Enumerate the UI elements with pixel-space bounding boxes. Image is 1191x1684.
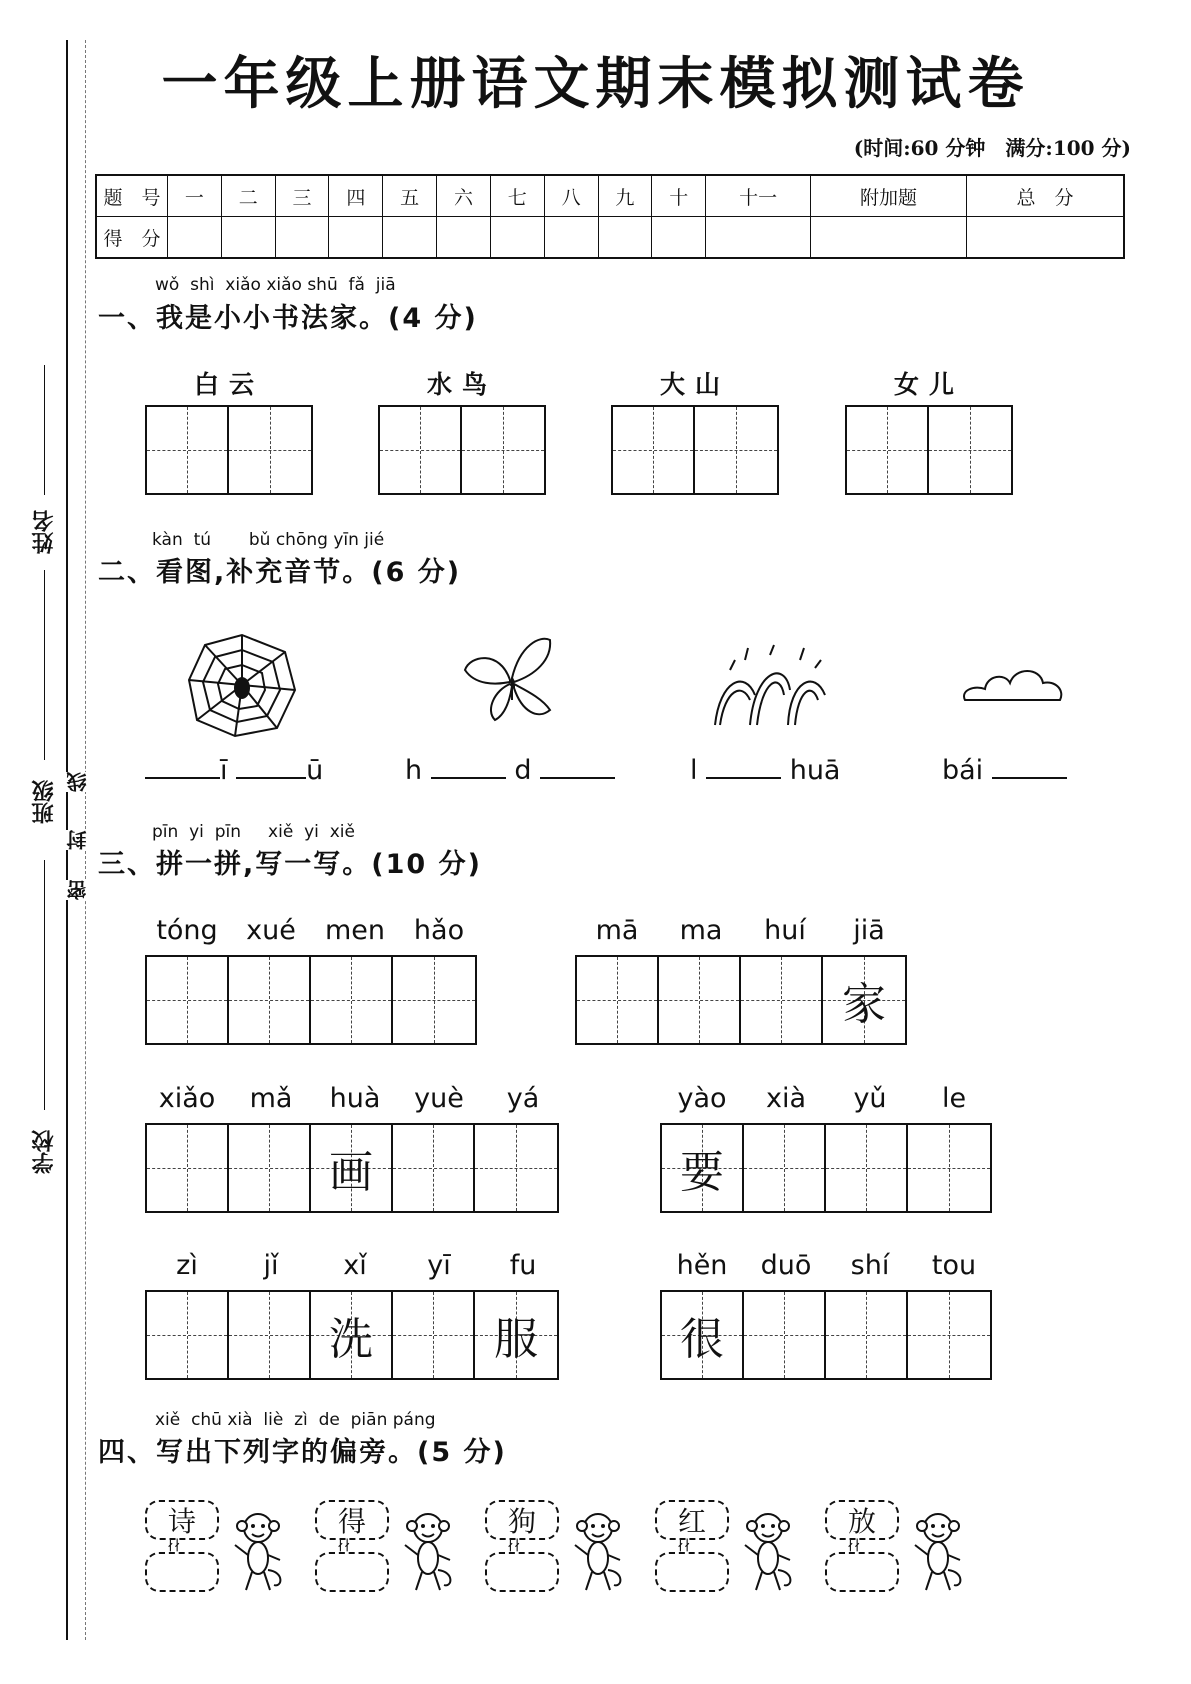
section4-title: 四、写出下列字的偏旁。(5 分)	[98, 1437, 507, 1468]
writing-grid[interactable]	[145, 1123, 559, 1213]
section1-pinyin	[155, 275, 396, 295]
pinyin: huí	[764, 915, 806, 946]
grid-cell[interactable]	[393, 957, 475, 1043]
pinyin: tú	[193, 530, 212, 550]
given-char	[229, 957, 309, 1043]
pinyin-part: ī	[220, 755, 228, 786]
name-line	[44, 365, 45, 495]
given-char	[744, 1125, 824, 1211]
monkey-icon	[230, 1510, 285, 1595]
pinyin: yi	[189, 822, 204, 842]
pinyin: mǎ	[249, 1083, 293, 1114]
score-header-cell: 附加题	[811, 175, 967, 217]
radical-answer-box[interactable]	[655, 1552, 729, 1592]
blank[interactable]	[992, 777, 1067, 779]
score-input-cell[interactable]	[967, 217, 1124, 259]
link-icon: ∤∤	[847, 1538, 861, 1554]
word-label: 白云	[193, 370, 264, 399]
score-header-cell: 五	[383, 175, 437, 217]
given-char	[393, 1125, 473, 1211]
class-line	[44, 570, 45, 760]
score-header-cell: 三	[275, 175, 329, 217]
pinyin: bǔ	[248, 530, 271, 550]
pinyin-row	[145, 1250, 565, 1281]
grid-cell[interactable]	[393, 1125, 475, 1211]
given-char	[147, 1125, 227, 1211]
grid-cell[interactable]	[826, 1125, 908, 1211]
pinyin: hěn	[676, 1250, 728, 1281]
word-label: 水鸟	[426, 370, 497, 399]
pinyin: jǐ	[263, 1250, 279, 1281]
score-row-label: 得 分	[96, 217, 168, 259]
given-char	[311, 957, 391, 1043]
given-char	[475, 1125, 557, 1211]
pinyin: tóng	[156, 915, 218, 946]
pinyin: liè	[263, 1410, 284, 1430]
grid-cell[interactable]	[823, 957, 905, 1043]
given-char	[744, 1292, 824, 1378]
score-header-cell: 题 号	[96, 175, 168, 217]
writing-grid[interactable]	[378, 405, 546, 495]
grid-cell[interactable]	[847, 407, 929, 493]
pinyin: xué	[246, 915, 296, 946]
writing-grid[interactable]	[575, 955, 907, 1045]
pinyin: yuè	[414, 1083, 464, 1114]
blank[interactable]	[540, 777, 615, 779]
grid-cell[interactable]	[475, 1292, 557, 1378]
writing-grid[interactable]	[145, 1290, 559, 1380]
link-icon: ∤∤	[167, 1538, 181, 1554]
pinyin: yǔ	[853, 1083, 887, 1114]
score-table-header-row	[96, 175, 1124, 217]
pinyin: yá	[506, 1083, 540, 1114]
pinyin: shū	[307, 275, 338, 295]
grid-cell[interactable]	[741, 957, 823, 1043]
writing-grid[interactable]	[845, 405, 1013, 495]
score-header-cell: 一	[168, 175, 222, 217]
grid-cell[interactable]	[147, 1125, 229, 1211]
section2-title: 二、看图,补充音节。(6 分)	[98, 557, 462, 588]
grid-cell[interactable]	[229, 407, 311, 493]
word-label: 女儿	[893, 370, 964, 399]
given-char	[741, 957, 821, 1043]
radical-item	[655, 1500, 805, 1600]
school-line	[44, 860, 45, 1110]
given-char: 很	[680, 1314, 724, 1365]
pinyin: chōng	[275, 530, 328, 550]
pinyin-part: h	[405, 755, 423, 786]
pinyin: shì	[190, 275, 215, 295]
pinyin: hǎo	[413, 915, 465, 946]
fill-blank-1	[145, 755, 323, 786]
score-header-cell: 九	[598, 175, 652, 217]
word-label: 大山	[659, 370, 730, 399]
section3-title: 三、拼一拼,写一写。(10 分)	[98, 849, 482, 880]
blank[interactable]	[236, 777, 306, 779]
grid-cell[interactable]	[744, 1125, 826, 1211]
seal-line-label: 线	[63, 772, 92, 792]
grid-cell[interactable]	[229, 1292, 311, 1378]
seal-seal-label: 封	[63, 830, 92, 850]
pinyin: yī	[427, 1250, 451, 1281]
pinyin-part: ū	[306, 755, 324, 786]
grid-cell[interactable]	[826, 1292, 908, 1378]
pinyin: shí	[850, 1250, 890, 1281]
grid-cell[interactable]	[908, 1125, 990, 1211]
pinyin: xiě	[329, 822, 355, 842]
grid-cell[interactable]	[908, 1292, 990, 1378]
pinyin: jiā	[375, 275, 396, 295]
radical-answer-box[interactable]	[315, 1552, 389, 1592]
radical-char-box: 狗	[485, 1500, 559, 1540]
score-input-cell[interactable]	[706, 217, 811, 259]
pinyin-row	[575, 915, 911, 946]
pinyin: zì	[294, 1410, 308, 1430]
score-table	[95, 174, 1125, 259]
pinyin: xià	[227, 1410, 253, 1430]
pinyin: xiǎo	[266, 275, 302, 295]
score-header-cell: 七	[490, 175, 544, 217]
pinyin-row	[660, 1083, 996, 1114]
grid-cell[interactable]	[380, 407, 462, 493]
blank[interactable]	[706, 777, 781, 779]
radical-answer-box[interactable]	[825, 1552, 899, 1592]
pinyin-row	[145, 1083, 565, 1114]
grid-cell[interactable]	[662, 1125, 744, 1211]
given-char: 画	[329, 1147, 373, 1198]
score-input-cell[interactable]	[811, 217, 967, 259]
radical-item	[825, 1500, 975, 1600]
given-char	[229, 1292, 309, 1378]
grid-cell[interactable]	[311, 1125, 393, 1211]
grid-cell[interactable]	[475, 1125, 557, 1211]
radical-char-box: 得	[315, 1500, 389, 1540]
score-header-cell: 十	[652, 175, 706, 217]
page-title: 一年级上册语文期末模拟测试卷	[161, 52, 1030, 117]
grid-cell[interactable]	[311, 957, 393, 1043]
pinyin: wǒ	[155, 275, 180, 295]
grid-cell[interactable]	[147, 1292, 229, 1378]
pinyin: xiě	[268, 822, 294, 842]
pinyin-part: l	[690, 755, 698, 786]
section2-pinyin	[152, 530, 384, 550]
score-input-cell[interactable]	[168, 217, 222, 259]
pinyin: tou	[931, 1250, 977, 1281]
spider-web-icon	[185, 630, 300, 740]
score-header-cell: 六	[437, 175, 491, 217]
pinyin: xiǎo	[225, 275, 261, 295]
waves-icon	[710, 640, 830, 730]
writing-grid[interactable]	[145, 955, 477, 1045]
grid-cell[interactable]	[462, 407, 544, 493]
grid-cell[interactable]	[147, 957, 229, 1043]
given-char	[393, 957, 475, 1043]
radical-char-box: 放	[825, 1500, 899, 1540]
grid-cell[interactable]	[659, 957, 741, 1043]
score-input-cell[interactable]	[437, 217, 491, 259]
grid-cell[interactable]	[613, 407, 695, 493]
name-label: 姓名	[31, 510, 57, 554]
pinyin: xià	[765, 1083, 807, 1114]
score-input-cell[interactable]	[490, 217, 544, 259]
pinyin: pīn	[214, 822, 242, 842]
link-icon: ∤∤	[677, 1538, 691, 1554]
pinyin: jié	[364, 530, 385, 550]
writing-grid[interactable]	[660, 1290, 992, 1380]
pinyin: le	[941, 1083, 967, 1114]
score-header-cell: 总 分	[967, 175, 1124, 217]
score-header-cell: 十一	[706, 175, 811, 217]
section4-pinyin	[155, 1410, 436, 1430]
monkey-icon	[910, 1510, 965, 1595]
score-input-cell[interactable]	[383, 217, 437, 259]
link-icon: ∤∤	[507, 1538, 521, 1554]
pinyin: de	[318, 1410, 340, 1430]
score-input-cell[interactable]	[275, 217, 329, 259]
pinyin: yi	[304, 822, 319, 842]
score-header-cell: 四	[329, 175, 383, 217]
fill-blank-2	[405, 755, 615, 786]
school-label: 学校	[31, 1130, 57, 1174]
score-input-cell[interactable]	[221, 217, 275, 259]
pinyin-row	[660, 1250, 996, 1281]
butterfly-icon	[460, 630, 560, 730]
radical-char-box: 红	[655, 1500, 729, 1540]
radical-item	[145, 1500, 295, 1600]
grid-cell[interactable]	[695, 407, 777, 493]
writing-grid[interactable]	[611, 405, 779, 495]
score-input-cell[interactable]	[598, 217, 652, 259]
given-char	[147, 957, 227, 1043]
pinyin: mā	[595, 915, 639, 946]
fill-blank-4	[942, 755, 1067, 786]
pinyin: zì	[176, 1250, 198, 1281]
pinyin: fǎ	[348, 275, 365, 295]
grid-cell[interactable]	[662, 1292, 744, 1378]
section3-pinyin	[152, 822, 355, 842]
score-input-cell[interactable]	[652, 217, 706, 259]
monkey-icon	[570, 1510, 625, 1595]
given-char	[147, 1292, 227, 1378]
pinyin: xiě	[155, 1410, 181, 1430]
seal-secret-label: 密	[63, 880, 92, 900]
grid-cell[interactable]	[929, 407, 1011, 493]
pinyin: ma	[679, 915, 723, 946]
blank[interactable]	[431, 777, 506, 779]
given-char	[659, 957, 739, 1043]
exam-info: (时间:60 分钟 满分:100 分)	[853, 136, 1131, 160]
pinyin: kàn	[152, 530, 183, 550]
given-char	[908, 1292, 990, 1378]
grid-cell[interactable]	[147, 407, 229, 493]
radical-item	[315, 1500, 465, 1600]
pinyin: men	[324, 915, 386, 946]
given-char: 洗	[329, 1314, 373, 1365]
given-char	[908, 1125, 990, 1211]
score-table-score-row	[96, 217, 1124, 259]
pinyin: duō	[760, 1250, 812, 1281]
pinyin: yīn	[333, 530, 359, 550]
given-char	[826, 1125, 906, 1211]
monkey-icon	[740, 1510, 795, 1595]
grid-cell[interactable]	[393, 1292, 475, 1378]
pinyin: fu	[509, 1250, 537, 1281]
score-header-cell: 二	[221, 175, 275, 217]
writing-grid[interactable]	[145, 405, 313, 495]
given-char	[577, 957, 657, 1043]
class-label: 班级	[31, 780, 57, 824]
pinyin-part: d	[514, 755, 532, 786]
pinyin: pīn	[152, 822, 179, 842]
pinyin: xǐ	[343, 1250, 367, 1281]
given-char	[229, 1125, 309, 1211]
link-icon: ∤∤	[337, 1538, 351, 1554]
given-char: 要	[680, 1147, 724, 1198]
grid-cell[interactable]	[577, 957, 659, 1043]
score-input-cell[interactable]	[329, 217, 383, 259]
grid-cell[interactable]	[744, 1292, 826, 1378]
pinyin: huà	[329, 1083, 381, 1114]
given-char: 服	[494, 1314, 538, 1365]
given-char	[393, 1292, 473, 1378]
grid-cell[interactable]	[229, 957, 311, 1043]
given-char: 家	[842, 979, 886, 1030]
radical-answer-box[interactable]	[145, 1552, 219, 1592]
given-char	[826, 1292, 906, 1378]
pinyin-row	[145, 915, 481, 946]
cloud-icon	[955, 655, 1070, 715]
monkey-icon	[400, 1510, 455, 1595]
pinyin: yào	[677, 1083, 727, 1114]
radical-item	[485, 1500, 635, 1600]
pinyin: xiǎo	[158, 1083, 216, 1114]
pinyin: páng	[392, 1410, 436, 1430]
writing-grid[interactable]	[660, 1123, 992, 1213]
pinyin-part: bái	[942, 755, 984, 786]
pinyin: jiā	[853, 915, 885, 946]
section1-title: 一、我是小小书法家。(4 分)	[98, 303, 478, 334]
grid-cell[interactable]	[311, 1292, 393, 1378]
pinyin: piān	[350, 1410, 388, 1430]
pinyin-part: huā	[789, 755, 841, 786]
blank[interactable]	[145, 777, 220, 779]
score-input-cell[interactable]	[544, 217, 598, 259]
grid-cell[interactable]	[229, 1125, 311, 1211]
score-header-cell: 八	[544, 175, 598, 217]
radical-answer-box[interactable]	[485, 1552, 559, 1592]
radical-char-box: 诗	[145, 1500, 219, 1540]
fill-blank-3	[690, 755, 840, 786]
pinyin: chū	[191, 1410, 222, 1430]
